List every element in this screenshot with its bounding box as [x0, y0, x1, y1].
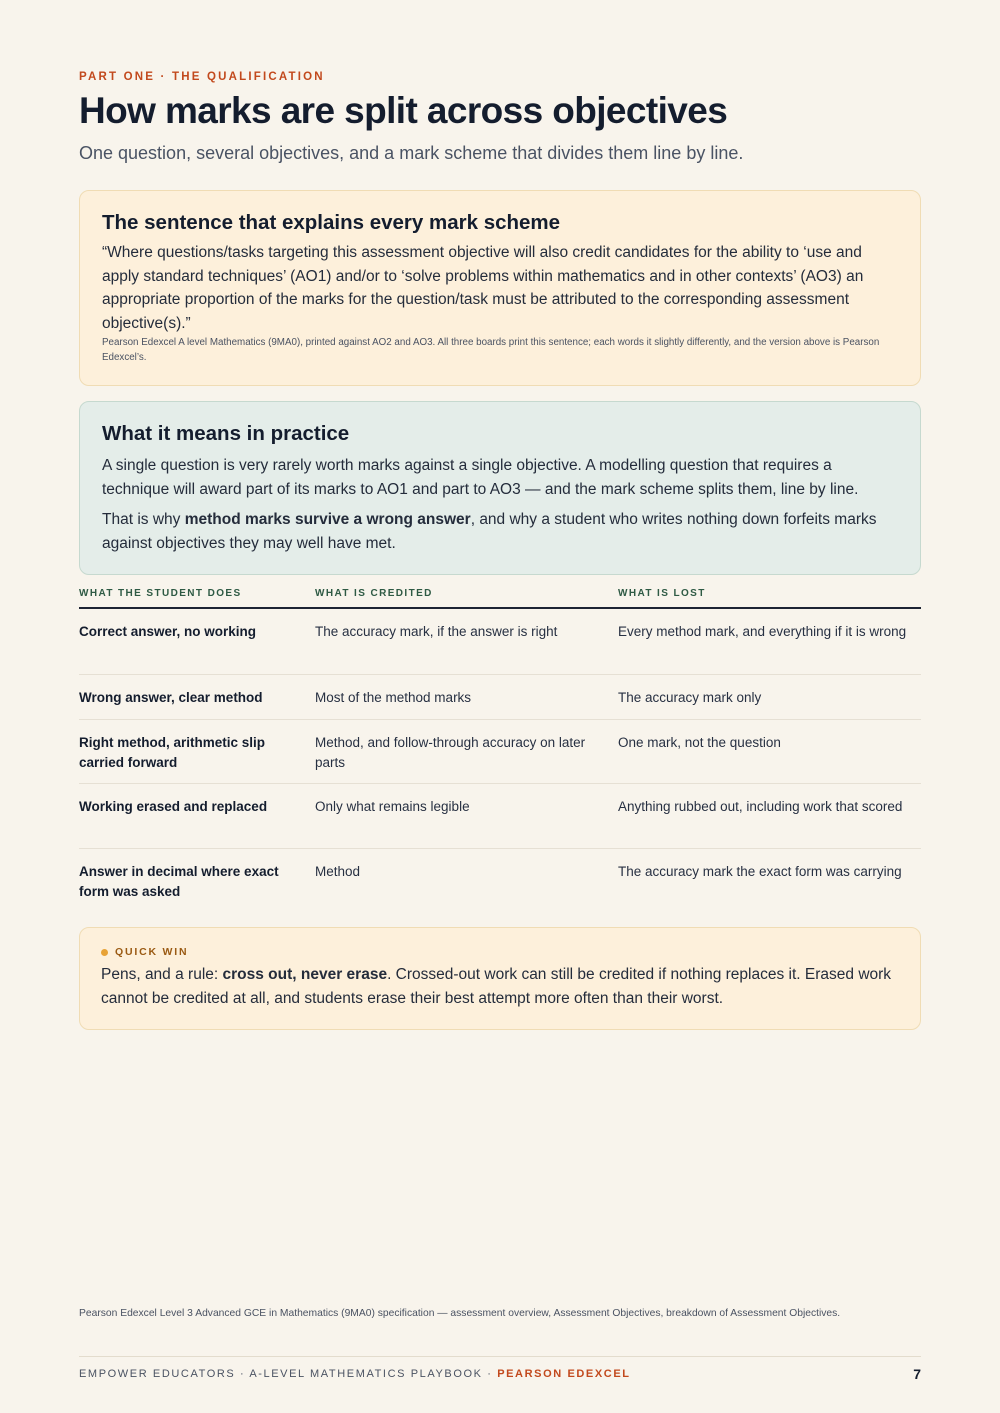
cell-lost: One mark, not the question [618, 735, 781, 750]
footer-series: EMPOWER EDUCATORS · A-LEVEL MATHEMATICS PLAYBOOK · [79, 1368, 498, 1380]
practice-card [79, 401, 921, 575]
cell-student-does: Wrong answer, clear method [79, 690, 263, 705]
table-row [79, 675, 921, 720]
practice-paragraph-1: A single question is very rarely worth marks against a single objective. A modelling question that requires a technique will award part of its marks to AO1 and part to AO3 — and the mark scheme splits them, line by line. [102, 457, 859, 498]
practice-card-heading: What it means in practice [102, 422, 350, 445]
quick-win-text-end: . Crossed-out work can still be credited if nothing replaces it. Erased work cannot be credited at all, and students erase their best attempt more often than their worst. [101, 966, 892, 1007]
practice-text-bold: method marks survive a wrong answer [184, 511, 471, 529]
quick-win-label [101, 946, 899, 958]
column-header-student-does: WHAT THE STUDENT DOES [79, 588, 242, 599]
footer-divider [79, 1356, 921, 1357]
page-footer [79, 1366, 921, 1382]
quote-text: “Where questions/tasks targeting this assessment objective will also credit candidates for the ability to ‘use and apply standard techniques’ (AO1) and/or to ‘solve problems within mathematics and in other contexts’ (AO3) an appropriate proportion of the marks for the question/task must be attributed to the corresponding assessment objective(s).” [102, 244, 864, 332]
cell-lost: Anything rubbed out, including work that scored [618, 799, 903, 814]
page [79, 0, 921, 1413]
column-header-lost: WHAT IS LOST [618, 588, 706, 599]
source-footnote: Pearson Edexcel Level 3 Advanced GCE in Mathematics (9MA0) specification — assessment overview, Assessment Objectives, breakdown of Assessment Objectives. [79, 1308, 841, 1319]
cell-credited: Method, and follow-through accuracy on later parts [315, 735, 586, 770]
cell-student-does: Right method, arithmetic slip carried forward [79, 735, 266, 770]
practice-text-start: That is why [102, 511, 185, 529]
quick-win-label-text: QUICK WIN [115, 946, 189, 958]
table-row [79, 609, 921, 675]
cell-credited: Only what remains legible [315, 799, 470, 814]
quote-card-heading: The sentence that explains every mark scheme [102, 211, 561, 234]
cell-student-does: Correct answer, no working [79, 624, 257, 639]
table-row [79, 849, 921, 911]
cell-student-does: Working erased and replaced [79, 799, 268, 814]
quote-source: Pearson Edexcel A level Mathematics (9MA0), printed against AO2 and AO3. All three boards print this sentence; each words it slightly differently, and the version above is Pearson Edexcel’s. [102, 337, 880, 363]
page-subtitle: One question, several objectives, and a mark scheme that divides them line by line. [79, 143, 744, 163]
table-header-row [79, 588, 921, 609]
quick-win-text-bold: cross out, never erase [222, 966, 388, 983]
footer-publication [79, 1368, 631, 1380]
cell-lost: The accuracy mark only [618, 690, 762, 705]
bullet-dot-icon [101, 949, 108, 956]
cell-credited: Method [315, 864, 361, 879]
quick-win-text-start: Pens, and a rule: [101, 966, 223, 983]
quote-card [79, 190, 921, 386]
table-row [79, 784, 921, 849]
footer-board: PEARSON EDEXCEL [497, 1368, 631, 1380]
practice-paragraph-2 [102, 508, 898, 555]
cell-student-does: Answer in decimal where exact form was asked [79, 864, 279, 899]
cell-credited: The accuracy mark, if the answer is right [315, 624, 558, 639]
quick-win-callout [79, 927, 921, 1030]
quick-win-body [101, 963, 899, 1010]
section-eyebrow: PART ONE · THE QUALIFICATION [79, 71, 325, 83]
cell-credited: Most of the method marks [315, 690, 472, 705]
column-header-credited: WHAT IS CREDITED [315, 588, 433, 599]
practice-text-end: , and why a student who writes nothing down forfeits marks against objectives they may well have met. [102, 511, 877, 552]
cell-lost: The accuracy mark the exact form was carrying [618, 864, 902, 879]
table-row [79, 720, 921, 784]
outcomes-table [79, 588, 921, 911]
page-title: How marks are split across objectives [79, 90, 728, 131]
cell-lost: Every method mark, and everything if it is wrong [618, 624, 907, 639]
page-number: 7 [913, 1366, 921, 1382]
